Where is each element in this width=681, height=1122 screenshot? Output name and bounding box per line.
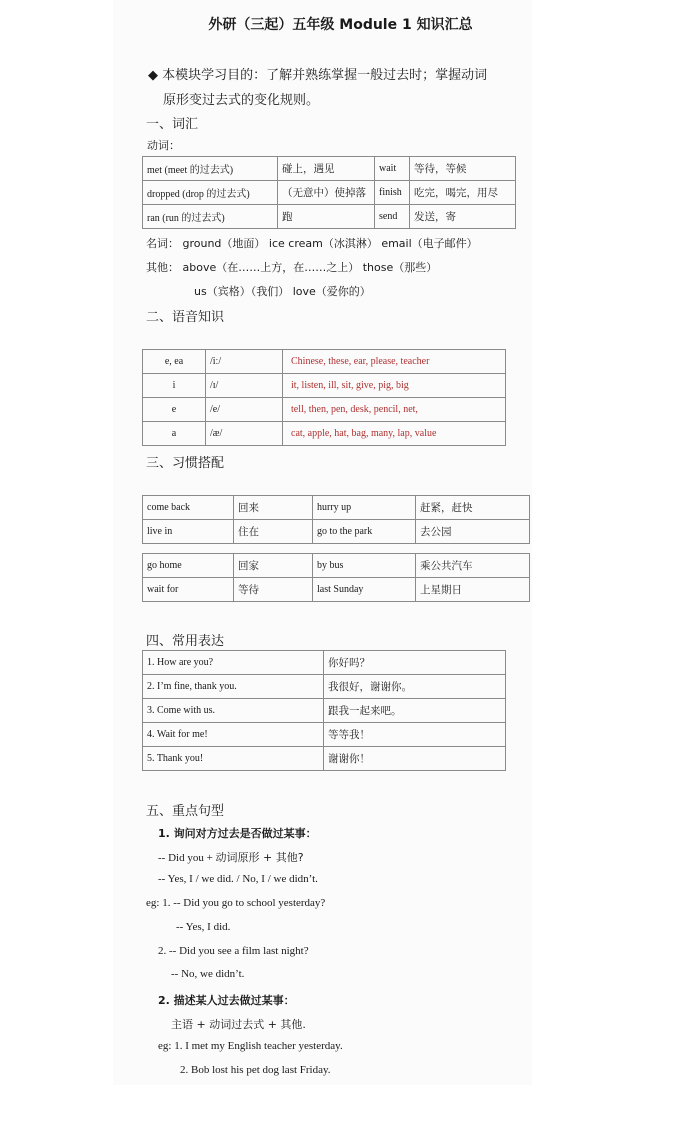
sound-cell: /e/ <box>206 398 283 422</box>
table-cell: wait <box>375 157 410 181</box>
letters-cell: e <box>143 398 206 422</box>
section-heading-phrases: 三、习惯搭配 <box>146 456 225 471</box>
table-row <box>143 398 506 422</box>
section-heading-expressions: 四、常用表达 <box>146 634 225 649</box>
verbs-table <box>142 156 516 229</box>
sound-cell: /ɪ/ <box>206 374 283 398</box>
table-cell: finish <box>375 181 410 205</box>
table-cell: 等等我！ <box>324 723 506 747</box>
table-row <box>143 651 506 675</box>
words-text: tell, then, pen, desk, pencil, net, <box>291 404 418 415</box>
sound-cell: /æ/ <box>206 422 283 446</box>
table-row <box>143 554 530 578</box>
table-cell: 5. Thank you! <box>143 747 324 771</box>
table-cell: come back <box>143 496 234 520</box>
table-row <box>143 520 530 544</box>
table-cell: 赶紧，赶快 <box>416 496 530 520</box>
table-cell: 等待，等候 <box>410 157 516 181</box>
example-4: 2. Bob lost his pet dog last Friday. <box>180 1064 331 1076</box>
nouns-line: 名词： ground（地面） ice cream（冰淇淋） email（电子邮件） <box>146 237 478 250</box>
table-cell: 跟我一起来吧。 <box>324 699 506 723</box>
table-cell: live in <box>143 520 234 544</box>
table-cell: 谢谢你！ <box>324 747 506 771</box>
table-cell: 等待 <box>234 578 313 602</box>
table-cell: 3. Come with us. <box>143 699 324 723</box>
table-row <box>143 374 506 398</box>
phrases-table-2 <box>142 553 530 602</box>
table-row <box>143 181 516 205</box>
pattern-2-line: 主语 + 动词过去式 + 其他. <box>171 1018 306 1031</box>
table-row <box>143 422 506 446</box>
pattern-1-answer: -- Yes, I / we did. / No, I / we didn’t. <box>158 873 318 885</box>
letters-cell: e, ea <box>143 350 206 374</box>
phrases-table-1 <box>142 495 530 544</box>
words-text: it, listen, ill, sit, give, pig, big <box>291 380 409 391</box>
table-cell: 发送，寄 <box>410 205 516 229</box>
table-cell: 去公园 <box>416 520 530 544</box>
table-cell: by bus <box>313 554 416 578</box>
table-row <box>143 699 506 723</box>
words-text: Chinese, these, ear, please, teacher <box>291 356 430 367</box>
table-row <box>143 496 530 520</box>
pattern-1-en: -- Did you + <box>158 852 216 864</box>
words-cell <box>283 374 506 398</box>
sound-cell: /iː/ <box>206 350 283 374</box>
letters-cell: a <box>143 422 206 446</box>
table-cell: send <box>375 205 410 229</box>
table-cell: wait for <box>143 578 234 602</box>
table-cell: 回来 <box>234 496 313 520</box>
table-row <box>143 747 506 771</box>
words-cell <box>283 350 506 374</box>
table-cell: ran (run 的过去式) <box>143 205 278 229</box>
table-row <box>143 205 516 229</box>
table-cell: 你好吗？ <box>324 651 506 675</box>
table-cell: 我很好，谢谢你。 <box>324 675 506 699</box>
table-row <box>143 675 506 699</box>
page-title: 外研（三起）五年级 Module 1 知识汇总 <box>208 17 473 33</box>
table-cell: 跑 <box>278 205 375 229</box>
others-line-1: 其他： above（在……上方，在……之上） those（那些） <box>146 261 438 274</box>
phonics-table <box>142 349 506 446</box>
table-cell: 吃完，喝完，用尽 <box>410 181 516 205</box>
table-cell: （无意中）使掉落 <box>278 181 375 205</box>
table-row <box>143 157 516 181</box>
table-cell: last Sunday <box>313 578 416 602</box>
table-cell: 1. How are you? <box>143 651 324 675</box>
table-cell: hurry up <box>313 496 416 520</box>
letters-cell: i <box>143 374 206 398</box>
section-heading-vocab: 一、词汇 <box>146 117 199 132</box>
table-cell: 住在 <box>234 520 313 544</box>
words-cell <box>283 398 506 422</box>
example-1-answer: -- Yes, I did. <box>176 921 231 933</box>
intro-line-1 <box>148 64 487 83</box>
intro-line-2: 原形变过去式的变化规则。 <box>163 93 320 108</box>
table-cell: 碰上，遇见 <box>278 157 375 181</box>
bullet-icon: ◆ <box>148 68 158 83</box>
words-text: cat, apple, hat, bag, many, lap, value <box>291 428 437 439</box>
section-heading-sentences: 五、重点句型 <box>146 804 225 819</box>
table-cell: 乘公共汽车 <box>416 554 530 578</box>
pattern-2-title: 2. 描述某人过去做过某事： <box>158 994 295 1007</box>
example-1-question: eg: 1. -- Did you go to school yesterday? <box>146 897 326 909</box>
section-heading-phonics: 二、语音知识 <box>146 310 225 325</box>
table-row <box>143 578 530 602</box>
expressions-table <box>142 650 506 771</box>
table-cell: go home <box>143 554 234 578</box>
example-3: eg: 1. I met my English teacher yesterday. <box>158 1040 343 1052</box>
example-2-answer: -- No, we didn’t. <box>171 968 245 980</box>
others-line-2: us（宾格）（我们） love（爱你的） <box>194 285 371 298</box>
example-2-question: 2. -- Did you see a film last night? <box>158 945 309 957</box>
table-cell: met (meet 的过去式) <box>143 157 278 181</box>
pattern-1-zh: 动词原形 + 其他? <box>215 851 304 864</box>
table-cell: 2. I’m fine, thank you. <box>143 675 324 699</box>
intro-text-1: 本模块学习目的：了解并熟练掌握一般过去时；掌握动词 <box>162 68 488 83</box>
pattern-1-title: 1. 询问对方过去是否做过某事： <box>158 827 317 840</box>
table-cell: dropped (drop 的过去式) <box>143 181 278 205</box>
table-cell: 上星期日 <box>416 578 530 602</box>
table-cell: go to the park <box>313 520 416 544</box>
verbs-label: 动词： <box>147 139 180 152</box>
table-cell: 4. Wait for me! <box>143 723 324 747</box>
table-row <box>143 723 506 747</box>
table-row <box>143 350 506 374</box>
words-cell <box>283 422 506 446</box>
pattern-1-line <box>158 849 304 865</box>
table-cell: 回家 <box>234 554 313 578</box>
